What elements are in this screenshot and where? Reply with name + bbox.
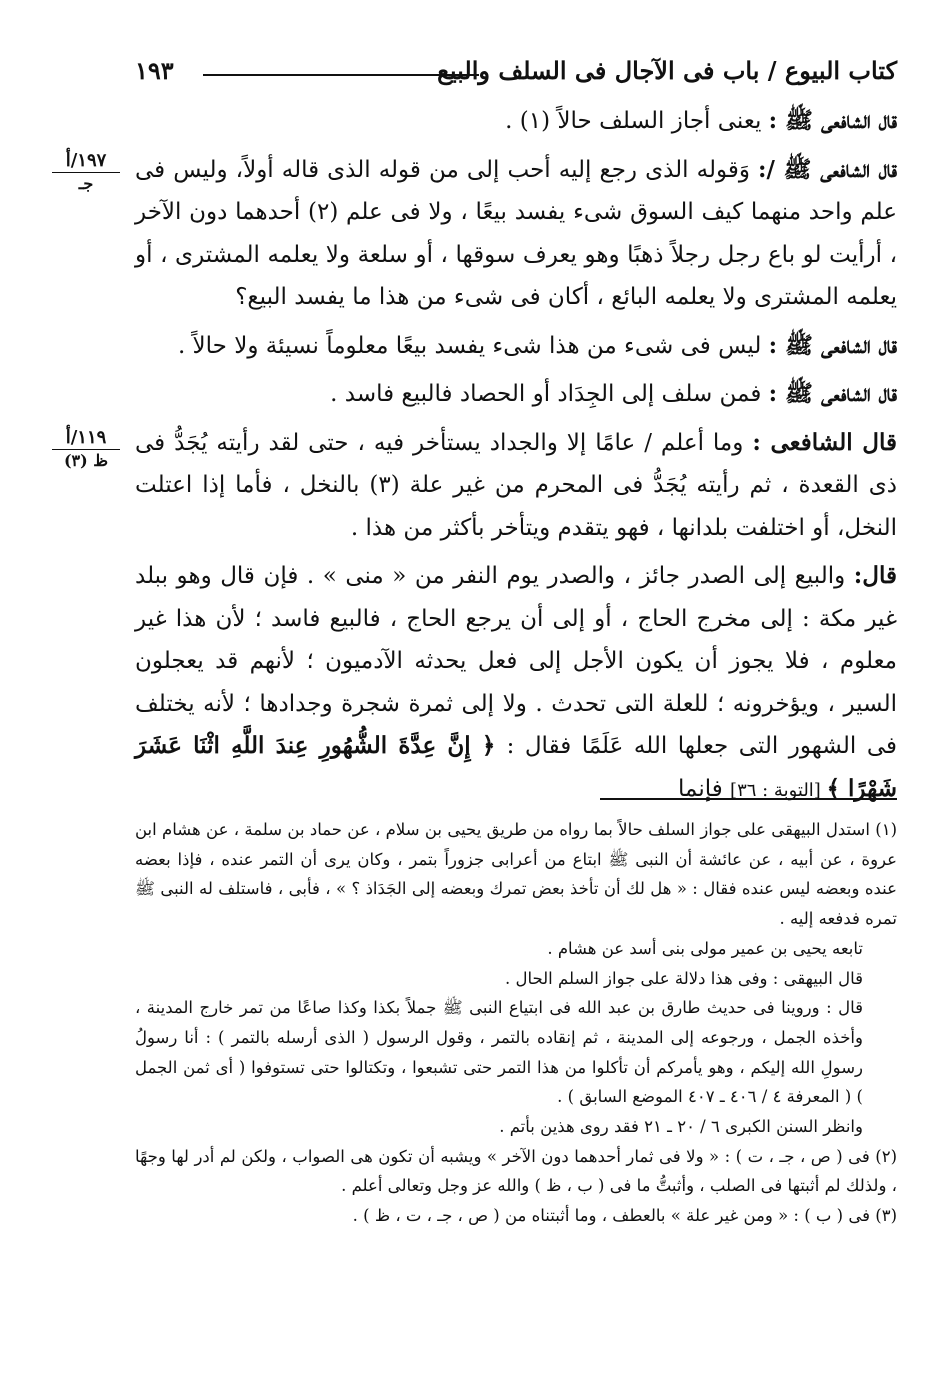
footnote-continuation: وانظر السنن الكبرى ٦ / ٢٠ ـ ٢١ فقد روى هذين بأتم . <box>499 1117 863 1137</box>
page-header <box>135 56 897 92</box>
speaker-label: قال الشافعى ﷺ : <box>768 107 897 134</box>
paragraph-text-tail: فإنما <box>678 775 731 802</box>
footnote: (١) استدل البيهقى على جواز السلف حالاً بما رواه من طريق يحيى بن سلام ، عن حماد بن سلمة ، عن هشام ابن عروة ، عن أبيه ، عن عائشة أن النبى ﷺ ابتاع من أعرابى جزوراً بتمر ، وكان يرى أن التمر عنده ، فإذا بعضه عنده وبعضه ليس عنده فقال : « هل لك أن تأخذ بعض تمرك وبعضه إلى الجَدَاذ ؟ » ، فأبى ، فاستلف له النبى ﷺ تمره فدفعه إليه . <box>135 820 897 929</box>
footnote-continuation: قال : وروينا فى حديث طارق بن عبد الله فى ابتياع النبى ﷺ جملاً بكذا وكذا صاعًا من تمر خارج المدينة ، وأخذه الجمل ، ورجوعه إلى المدينة ، ثم إنقاده بالتمر ، وقول الرسول ( الذى أرسله بالتمر ) : أنا رسولُ رسولِ الله إليكم ، وهو يأمركم أن تأكلوا من هذا التمر حتى تشبعوا ، وتكتالوا حتى تستوفوا ( أى ثمن الجمل ) ( المعرفة ٤ / ٤٠٦ ـ ٤٠٧ الموضع السابق ) . <box>135 998 863 1107</box>
verse-reference: [التوبة : ٣٦] <box>730 779 827 801</box>
speaker-label: قال الشافعى ﷺ : <box>768 331 897 359</box>
running-title: كتاب البيوع / باب فى الآجال فى السلف والبيع <box>437 56 897 85</box>
speaker-label: قال الشافعى ﷺ : <box>768 380 897 407</box>
paragraph <box>135 325 897 368</box>
page-number: ١٩٣ <box>135 56 174 85</box>
footnote-continuation: قال البيهقى : وفى هذا دلالة على جواز السلم الحال . <box>504 968 863 988</box>
paragraph-text: وَقوله الذى رجع إليه أحب إلى من قوله الذى قاله أولاً، وليس فى علم واحد منهما كيف السوق شىء يفسد بيعًا ، ولا فى علم (٢) أحدهما دون الآخر ، أرأيت لو باع رجل رجلاً ذهبًا وهو يعرف سوقها ، أو سلعة ولا يعلمه المشترى ، أو يعلمه المشترى ولا يعلمه البائع ، أكان فى شىء من هذا ما يفسد البيع؟ <box>135 156 897 310</box>
paragraph <box>135 149 897 319</box>
footnote-continuation: تابعه يحيى بن عمير مولى بنى أسد عن هشام . <box>547 938 863 958</box>
speaker-label: قال الشافعى : <box>752 428 897 456</box>
margin-ref-folio: ١١٩/أ <box>52 427 120 450</box>
speaker-label: قال: <box>853 562 897 589</box>
margin-ref-manuscript: ظ (٣) <box>63 451 109 470</box>
paragraph-text: وما أعلم / عامًا إلا والجداد يستأخر فيه ، حتى لقد رأيته يُجَدُّ فى ذى القعدة ، ثم رأيته يُجَدُّ فى المحرم من غير علة (٣) بالنخل ، فأما إذا اعتلت النخل، أو اختلفت بلدانها ، فهو يتقدم ويتأخر بأكثر من هذا . <box>135 429 897 541</box>
paragraph-text: ليس فى شىء من هذا شىء يفسد بيعًا معلوماً نسيئة ولا حالاً . <box>177 332 769 359</box>
footnote-rule <box>600 798 897 800</box>
margin-ref-folio: ١٩٧/أ <box>52 150 120 173</box>
footnote: (٢) فى ( ص ، جـ ، ت ) : « ولا فى ثمار أحدهما دون الآخر » ويشبه أن تكون هى الصواب ، ولكن لم أدر لها وجهًا ، ولذلك لم أثبتها فى الصلب ، وأثبتُّ ما فى ( ب ، ظ ) والله عز وجل وتعالى أعلم . <box>135 1146 897 1196</box>
footnotes <box>135 815 897 1231</box>
margin-reference <box>52 150 120 193</box>
header-rule <box>203 74 479 76</box>
main-text <box>135 100 897 818</box>
footnote: (٣) فى ( ب ) : « ومن غير علة » بالعطف ، وما أثبتناه من ( ص ، جـ ، ت ، ظ ) . <box>352 1206 897 1226</box>
paragraph <box>135 100 897 143</box>
paragraph <box>135 422 897 550</box>
paragraph-text: والبيع إلى الصدر جائز ، والصدر يوم النفر من « منى » . فإن قال وهو ببلد غير مكة : إلى مخرج الحاج ، أو إلى أن يرجع الحاج ، فالبيع فاسد ؛ لأن هذا غير معلوم ، فلا يجوز أن يكون الأجل إلى فعل يحدثه الآدميون ؛ لأنهم قد يعجلون السير ، ويؤخرونه ؛ للعلة التى تحدث . ولا إلى ثمرة شجرة وجدادها ؛ لأنه يختلف فى الشهور التى جعلها الله عَلَمًا فقال : <box>135 563 897 759</box>
margin-ref-manuscript: جـ <box>78 174 94 193</box>
paragraph-text: يعنى أجاز السلف حالاً (١) . <box>505 108 769 134</box>
speaker-label: قال الشافعى ﷺ /: <box>758 155 897 183</box>
paragraph <box>135 555 897 812</box>
paragraph <box>135 373 897 416</box>
margin-reference <box>52 427 120 470</box>
quran-verse: ﴿ إِنَّ عِدَّةَ الشُّهُورِ عِندَ اللَّهِ اثْنَا عَشَرَ شَهْرًا ﴾ <box>135 732 897 802</box>
paragraph-text: فمن سلف إلى الجِدَاد أو الحصاد فالبيع فاسد . <box>330 381 769 407</box>
